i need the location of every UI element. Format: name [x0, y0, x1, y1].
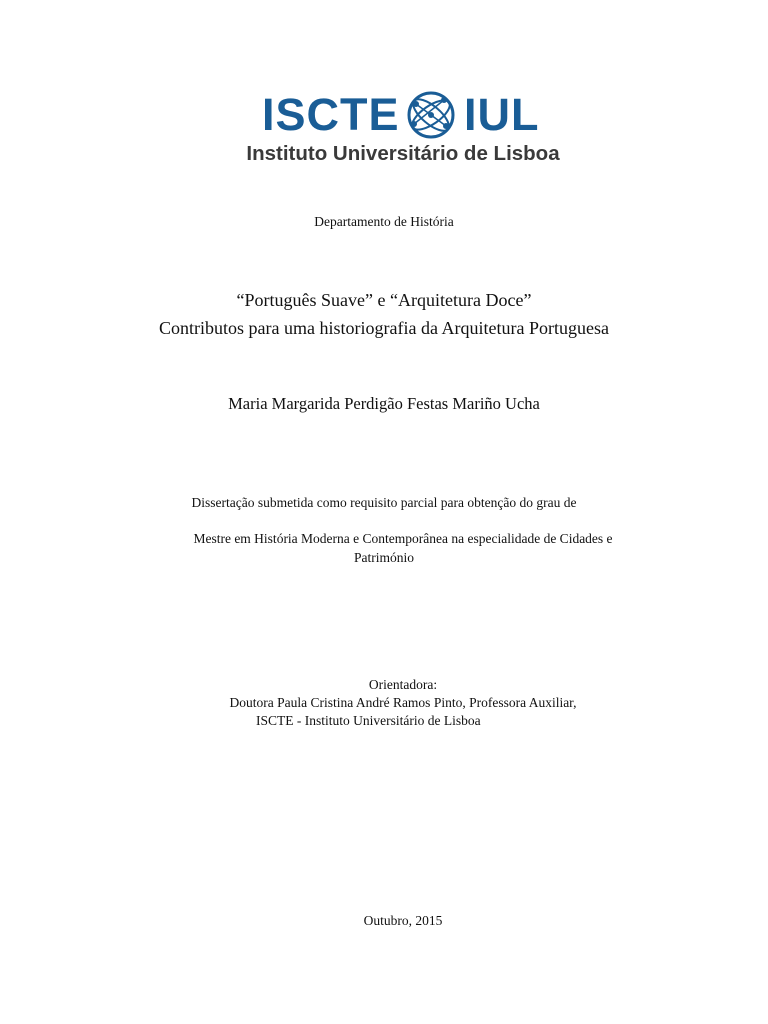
advisor-name: Doutora Paula Cristina André Ramos Pinto, Professora Auxiliar,	[229, 695, 577, 710]
logo-word-iscte: ISCTE	[262, 89, 400, 140]
degree-line-2: Património	[354, 550, 414, 565]
globe-network-icon	[402, 86, 460, 144]
author-name: Maria Margarida Perdigão Festas Mariño Ucha	[228, 394, 540, 413]
logo-subtitle: Instituto Universitário de Lisboa	[246, 142, 560, 165]
degree-line-1: Mestre em História Moderna e Contemporânea na especialidade de Cidades e	[193, 531, 613, 546]
logo-word-iul: IUL	[464, 89, 540, 140]
department-name: Departamento de História	[314, 214, 454, 229]
submission-date: Outubro, 2015	[363, 913, 443, 928]
dissertation-note: Dissertação submetida como requisito parcial para obtenção do grau de	[191, 495, 577, 510]
institution-logo	[226, 86, 580, 168]
advisor-label: Orientadora:	[368, 677, 438, 692]
thesis-title-line-2: Contributos para uma historiografia da Arquitetura Portuguesa	[159, 318, 609, 338]
advisor-institution: ISCTE - Instituto Universitário de Lisboa	[256, 713, 481, 728]
thesis-title-line-1: “Português Suave” e “Arquitetura Doce”	[236, 290, 532, 310]
